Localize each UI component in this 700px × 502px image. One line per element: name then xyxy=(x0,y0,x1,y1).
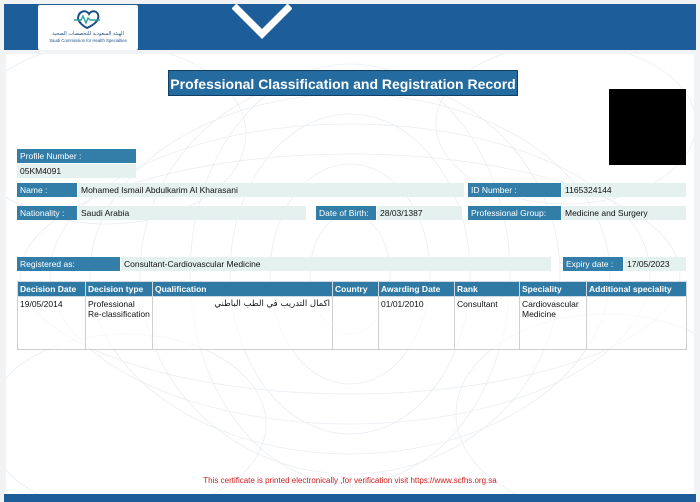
id-number-value: 1165324144 xyxy=(562,183,686,197)
nationality-value: Saudi Arabia xyxy=(78,206,306,220)
classification-table xyxy=(17,281,687,350)
document-title: Professional Classification and Registration Record xyxy=(168,70,518,96)
professional-group-value: Medicine and Surgery xyxy=(562,206,686,220)
registered-as-label: Registered as: xyxy=(17,257,120,271)
additional-speciality-cell xyxy=(587,297,687,350)
column-header: Decision Date xyxy=(18,282,86,297)
name-value: Mohamed Ismail Abdulkarim Al Kharasani xyxy=(78,183,464,197)
certificate-paper xyxy=(6,54,694,494)
logo-english-name: Saudi Commission for Health Specialties xyxy=(49,38,127,43)
speciality-cell: Cardiovascular Medicine xyxy=(520,297,587,350)
column-header: Decision type xyxy=(86,282,153,297)
date-of-birth-label: Date of Birth: xyxy=(316,206,376,220)
column-header: Awarding Date xyxy=(379,282,455,297)
column-header: Country xyxy=(333,282,379,297)
rank-cell: Consultant xyxy=(455,297,520,350)
column-header: Rank xyxy=(455,282,520,297)
chevron-decoration-icon xyxy=(232,4,292,48)
table-header-row xyxy=(18,282,687,297)
scfhs-logo xyxy=(38,5,138,50)
expiry-date-value: 17/05/2023 xyxy=(624,257,686,271)
profile-number-value: 05KM4091 xyxy=(17,164,136,178)
professional-group-label: Professional Group: xyxy=(468,206,561,220)
column-header: Qualification xyxy=(153,282,333,297)
expiry-date-label: Expiry date : xyxy=(563,257,623,271)
awarding-date-cell: 01/01/2010 xyxy=(379,297,455,350)
nationality-label: Nationality : xyxy=(17,206,77,220)
footer-bar xyxy=(4,494,696,502)
table-row xyxy=(18,297,687,350)
column-header: Additional speciality xyxy=(587,282,687,297)
qualification-cell: اكمال التدريب في الطب الباطني xyxy=(153,297,333,350)
column-header: Speciality xyxy=(520,282,587,297)
logo-arabic-name: الهيئة السعودية للتخصصات الصحية xyxy=(52,31,124,37)
guilloche-background xyxy=(6,54,694,494)
country-cell xyxy=(333,297,379,350)
photo-placeholder xyxy=(609,89,686,165)
date-of-birth-value: 28/03/1387 xyxy=(377,206,462,220)
verification-note: This certificate is printed electronically ,for verification visit https://www.scfhs.org.sa xyxy=(203,476,497,485)
name-label: Name : xyxy=(17,183,77,197)
decision-type-cell: Professional Re-classification xyxy=(86,297,153,350)
id-number-label: ID Number : xyxy=(468,183,561,197)
scfhs-emblem-icon xyxy=(72,8,102,30)
profile-number-label: Profile Number : xyxy=(17,149,136,163)
decision-date-cell: 19/05/2014 xyxy=(18,297,86,350)
registered-as-value: Consultant-Cardiovascular Medicine xyxy=(121,257,551,271)
